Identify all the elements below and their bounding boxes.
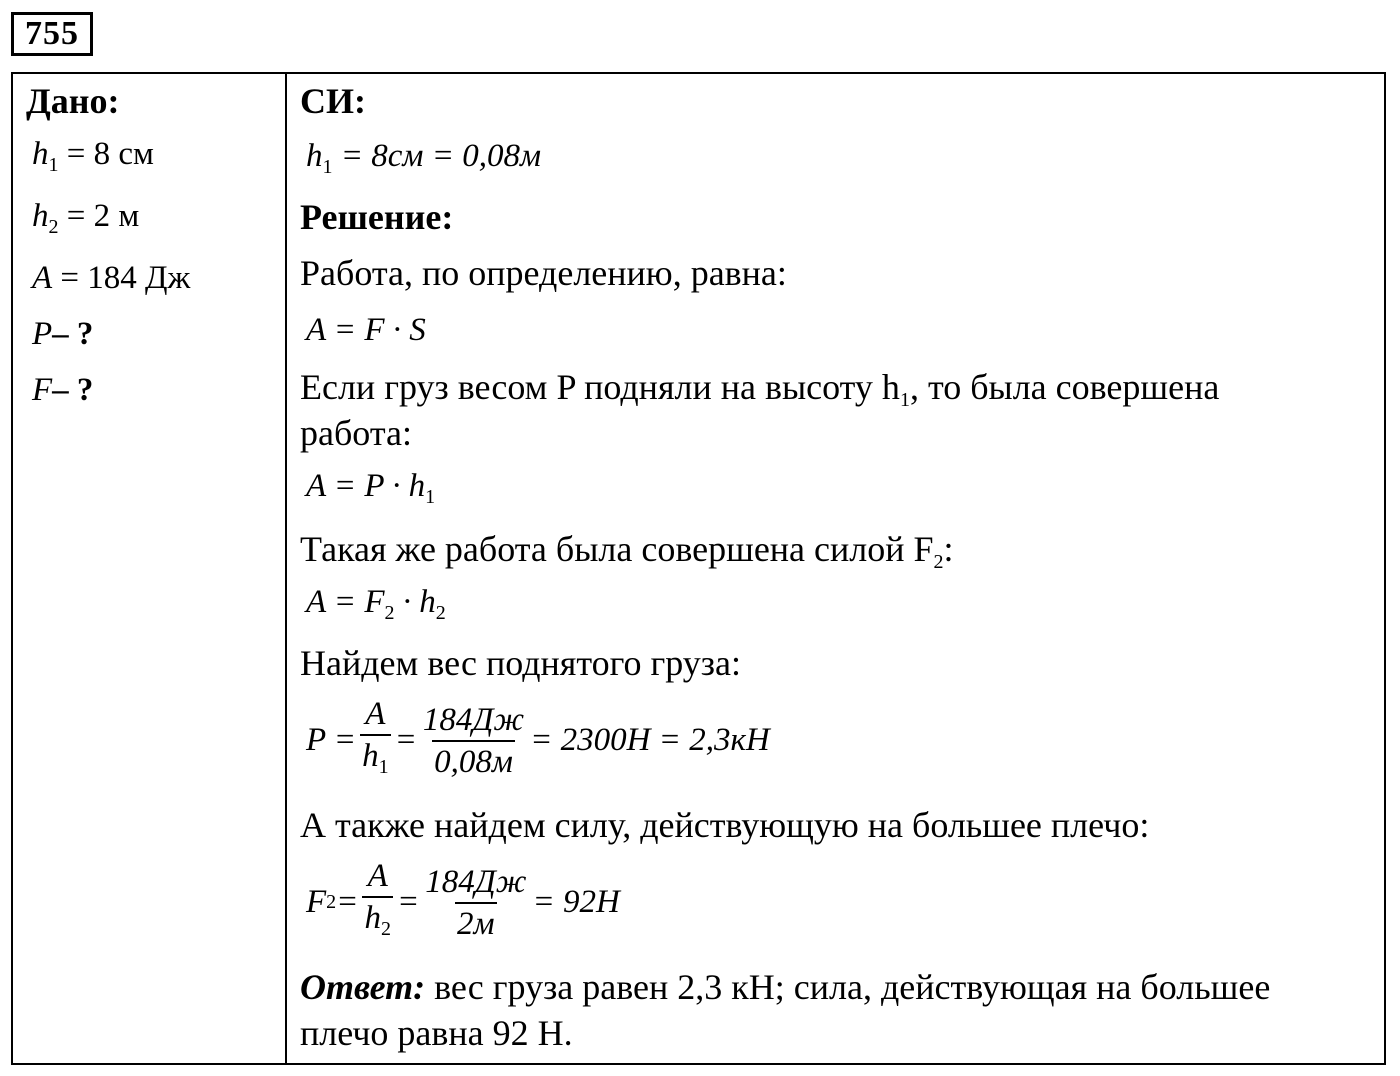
- fraction-a-over-h2: $\frac{A}{h_2}$: [362, 856, 393, 949]
- formula-work-definition: A = F · S: [306, 312, 426, 348]
- given-item-h1: $h_1 = 8$ см: [32, 136, 154, 176]
- formula-work-weight: $A = P \cdot h_1$: [306, 468, 436, 508]
- solution-heading: Решение:: [300, 197, 454, 237]
- given-item-a: A = 184 Дж: [32, 260, 191, 296]
- given-item-p: P– ?: [32, 316, 94, 352]
- si-heading: СИ:: [300, 81, 366, 121]
- formula-work-force: $A = F_2 \cdot h_2$: [306, 584, 446, 624]
- problem-number: 755: [11, 12, 93, 56]
- si-formula: $h_1 = 8см = 0,08м$: [306, 138, 542, 178]
- fraction-weight-values: $\frac{184Дж}{0,08м}$: [422, 701, 525, 780]
- solution-line-1: Работа, по определению, равна:: [300, 253, 787, 293]
- solution-line-2: Если груз весом P подняли на высоту $h_1$, то была совершена: [300, 367, 1220, 411]
- answer-line-2: плечо равна 92 Н.: [300, 1013, 573, 1053]
- solution-line-5: А также найдем силу, действующую на большее плечо:: [300, 805, 1150, 845]
- answer-line-1: Ответ: вес груза равен 2,3 кН; сила, действующая на большее: [300, 967, 1271, 1007]
- column-divider: [285, 72, 287, 1065]
- answer-label: Ответ:: [300, 967, 426, 1007]
- given-item-h2: $h_2 = 2$ м: [32, 198, 140, 238]
- fraction-force-values: $\frac{184Дж}{2м}$: [425, 863, 527, 942]
- solution-line-4: Найдем вес поднятого груза:: [300, 643, 741, 683]
- solution-line-3: Такая же работа была совершена силой $F_2$:: [300, 529, 954, 573]
- solution-line-2-cont: работа:: [300, 413, 412, 453]
- formula-weight: P = $\frac{A}{h_1}$ = $\frac{184Дж}{0,08м}$ = 2300H = 2,3кH: [306, 694, 770, 787]
- given-item-f: F– ?: [32, 372, 94, 408]
- fraction-a-over-h1: $\frac{A}{h_1}$: [360, 694, 391, 787]
- formula-force: F 2 = $\frac{A}{h_2}$ = $\frac{184Дж}{2м}$ = 92H: [306, 856, 620, 949]
- given-heading: Дано:: [26, 81, 120, 121]
